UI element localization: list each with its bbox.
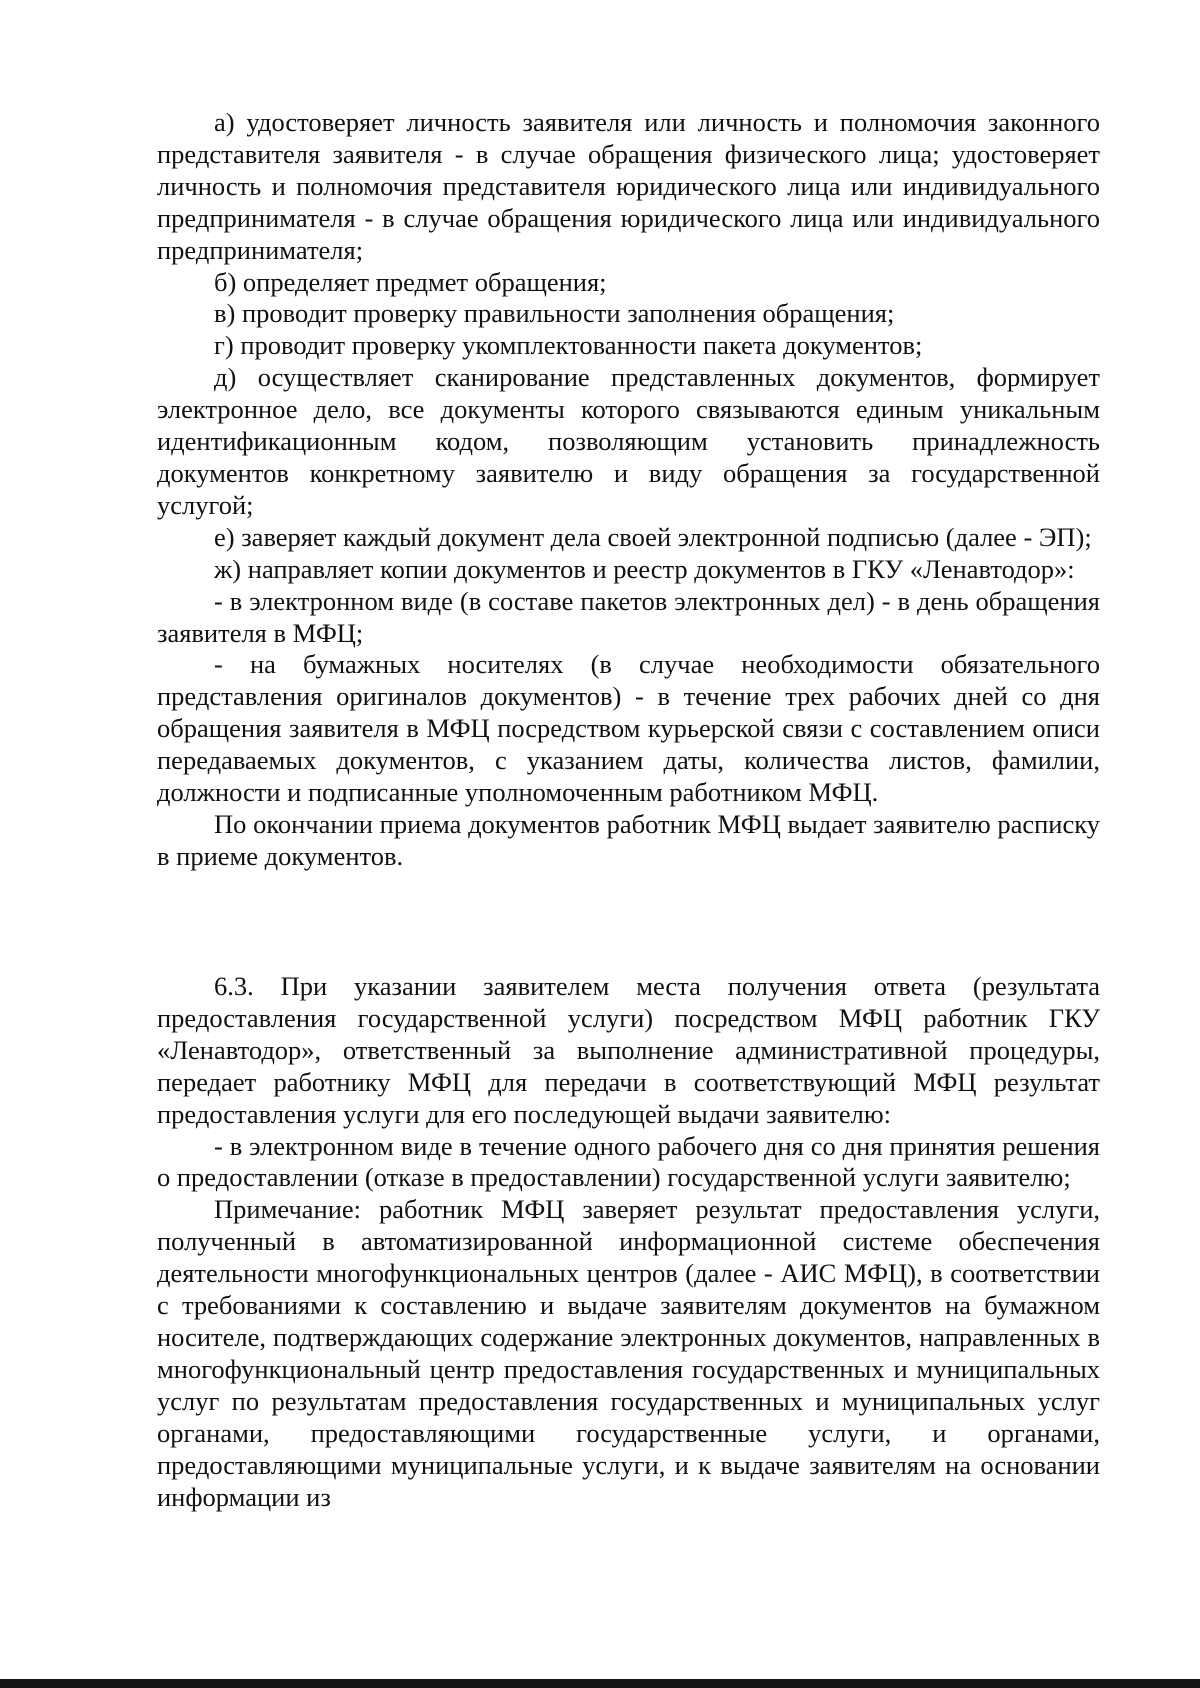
text-block-section-6-3 <box>157 971 1100 1513</box>
paragraph-v-form-check: в) проводит проверку правильности заполнения обращения; <box>214 298 895 329</box>
text-block-applicant-reception <box>157 107 1100 873</box>
paragraph-a-identity-check: а) удостоверяет личность заявителя или личность и полномочия законного представителя заявителя - в случае обращения физического лица; удостоверяет личность и полномочия представителя юридического лица или индивидуального предпринимателя - в случае обращения юридического лица или индивидуального предпринимателя; <box>157 107 1100 265</box>
paragraph-6-3-result-transfer: 6.3. При указании заявителем места получения ответа (результата предоставления государственной услуги) посредством МФЦ работник ГКУ «Ленавтодор», ответственный за выполнение административной процедуры, передает работнику МФЦ для передачи в соответствующий МФЦ результат предоставления услуги для его последующей выдачи заявителю: <box>157 971 1100 1129</box>
paragraph-electronic-one-day: - в электронном виде в течение одного рабочего дня со дня принятия решения о предоставлении (отказе в предоставлении) государственной услуги заявителю; <box>157 1130 1100 1193</box>
bottom-border-rule <box>0 1679 1200 1688</box>
paragraph-electronic-form: - в электронном виде (в составе пакетов электронных дел) - в день обращения заявителя в МФЦ; <box>157 585 1100 648</box>
paragraph-zh-send-copies: ж) направляет копии документов и реестр документов в ГКУ «Ленавтодор»: <box>214 553 1075 584</box>
paragraph-paper-form: - на бумажных носителях (в случае необходимости обязательного представления оригиналов документов) - в течение трех рабочих дней со дня обращения заявителя в МФЦ посредством курьерской связи с составлением описи передаваемых документов, с указанием даты, количества листов, фамилии, должности и подписанные уполномоченным работником МФЦ. <box>157 649 1100 808</box>
paragraph-note: Примечание: работник МФЦ заверяет результат предоставления услуги, полученный в автоматизированной информационной системе обеспечения деятельности многофункциональных центров (далее - АИС МФЦ), в соответствии с требованиями к составлению и выдаче заявителям документов на бумажном носителе, подтверждающих содержание электронных документов, направленных в многофункциональный центр предоставления государственных и муниципальных услуг по результатам предоставления государственных и муниципальных услуг органами, предоставляющими государственные услуги, и органами, предоставляющими муниципальные услуги, и к выдаче заявителям на основании информации из <box>157 1194 1100 1512</box>
paragraph-g-package-check: г) проводит проверку укомплектованности пакета документов; <box>214 330 923 361</box>
paragraph-b-subject: б) определяет предмет обращения; <box>214 266 607 297</box>
paragraph-d-scanning: д) осуществляет сканирование представленных документов, формирует электронное дело, все документы которого связываются единым уникальным идентификационным кодом, позволяющим установить принадлежность документов конкретному заявителю и виду обращения за государственной услугой; <box>157 362 1100 520</box>
paragraph-receipt: По окончании приема документов работник МФЦ выдает заявителю расписку в приеме документов. <box>157 808 1100 871</box>
paragraph-e-signature: е) заверяет каждый документ дела своей электронной подписью (далее - ЭП); <box>214 521 1092 552</box>
